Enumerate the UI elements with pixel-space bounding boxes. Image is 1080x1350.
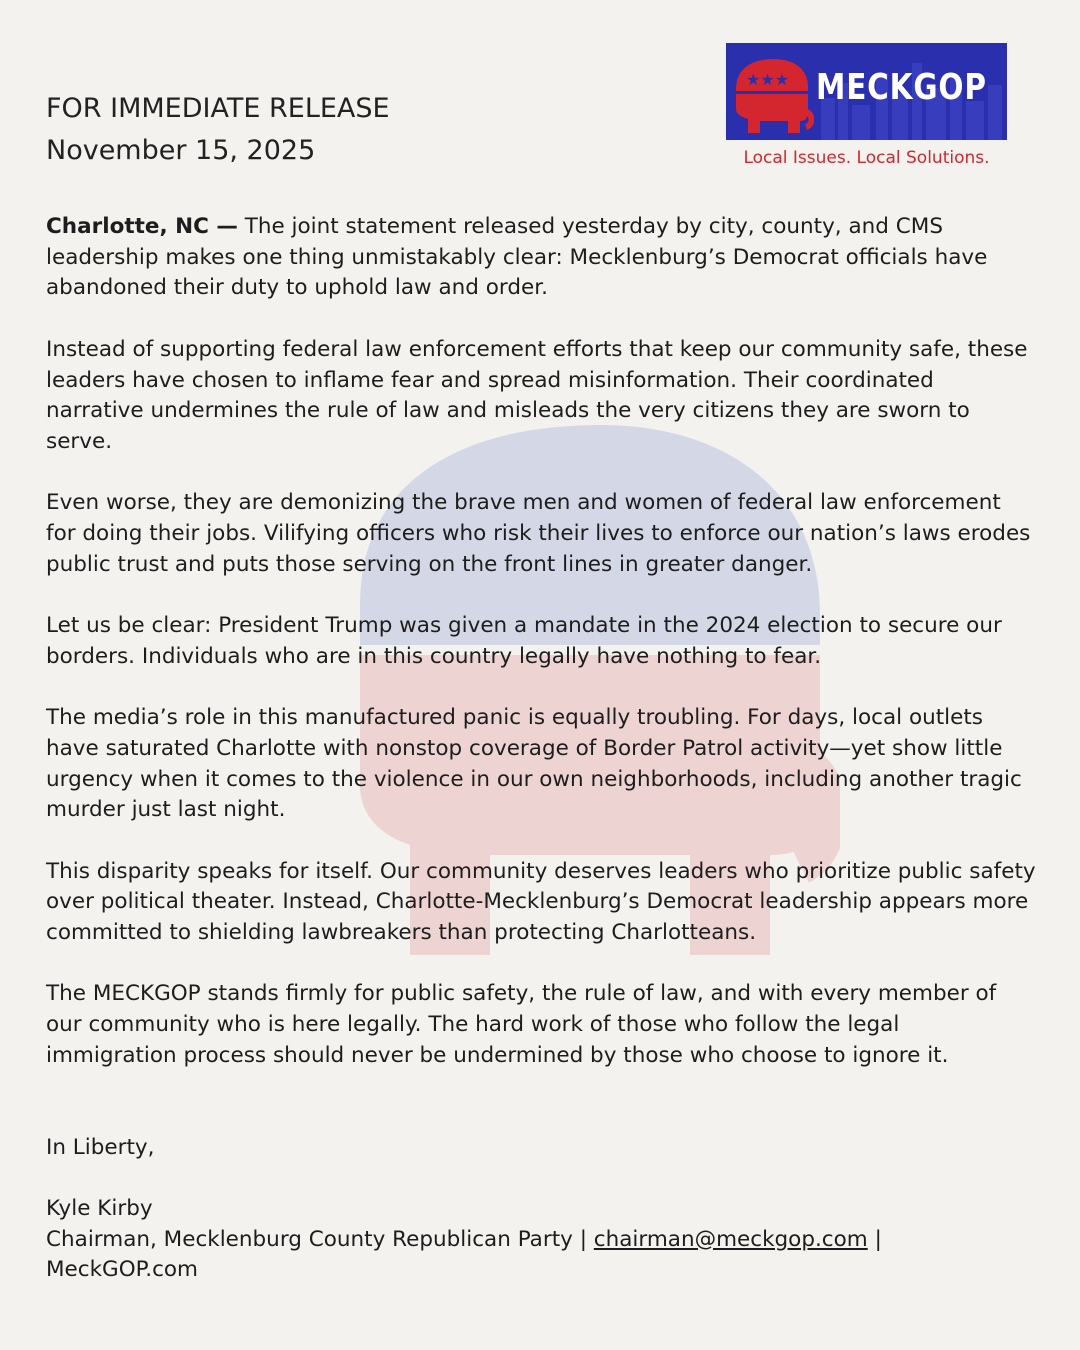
paragraph-7: The MECKGOP stands firmly for public safety, the rule of law, and with every member of our community who is here legally. The hard work of those who follow the legal immigration process should never be undermined by those who choose to ignore it.: [46, 981, 997, 1068]
paragraph-3: Even worse, they are demonizing the brave men and women of federal law enforcement for doing their jobs. Vilifying officers who risk their lives to enforce our nation’s laws erodes public trust and puts those serving on the front lines in greater danger.: [46, 490, 1031, 577]
paragraph-6: This disparity speaks for itself. Our community deserves leaders who prioritize public safety over political theater. Instead, Charlotte-Mecklenburg’s Democrat leadership appears more committed to shielding lawbreakers than protecting Charlotteans.: [46, 858, 1036, 946]
signer-title: Chairman, Mecklenburg County Republican Party |: [46, 1226, 594, 1252]
logo-wordmark: MECKGOP: [816, 67, 987, 108]
email-link[interactable]: chairman@meckgop.com: [593, 1226, 868, 1252]
release-date: November 15, 2025: [46, 135, 316, 166]
release-header: [46, 88, 390, 172]
paragraph-1-text: The joint statement released yesterday by city, county, and CMS leadership makes one thing unmistakably clear: Mecklenburg’s Democrat officials have abandoned their duty to uphold law and order.: [46, 214, 988, 301]
paragraph-4: Let us be clear: President Trump was given a mandate in the 2024 election to secure our borders. Individuals who are in this country legally have nothing to fear.: [46, 613, 1002, 669]
paragraph-2: Instead of supporting federal law enforcement efforts that keep our community safe, these leaders have chosen to inflame fear and spread misinformation. Their coordinated narrative undermines the rule of law and misleads the very citizens they are sworn to serve.: [46, 336, 1028, 454]
signer-title-line: [46, 1225, 1046, 1256]
signer-name: Kyle Kirby: [46, 1196, 153, 1221]
gop-elephant-icon: [730, 53, 814, 137]
signoff: In Liberty,: [46, 1135, 155, 1160]
meckgop-logo: [726, 43, 1007, 168]
logo-banner: [726, 43, 1007, 140]
logo-tagline: Local Issues. Local Solutions.: [743, 148, 990, 168]
paragraph-1: [46, 212, 1036, 304]
signature-block: [46, 1194, 1046, 1286]
separator: |: [867, 1226, 882, 1252]
release-body: [46, 212, 1036, 1102]
dateline: Charlotte, NC —: [46, 214, 238, 239]
svg-text:★★★: ★★★: [746, 70, 790, 89]
website-text: MeckGOP.com: [46, 1257, 199, 1283]
release-label: FOR IMMEDIATE RELEASE: [46, 93, 390, 124]
paragraph-5: The media’s role in this manufactured panic is equally troubling. For days, local outlets have saturated Charlotte with nonstop coverage of Border Patrol activity—yet show little urgency when it comes to the violence in our own neighborhoods, including another tragic murder just last night.: [46, 705, 1022, 823]
